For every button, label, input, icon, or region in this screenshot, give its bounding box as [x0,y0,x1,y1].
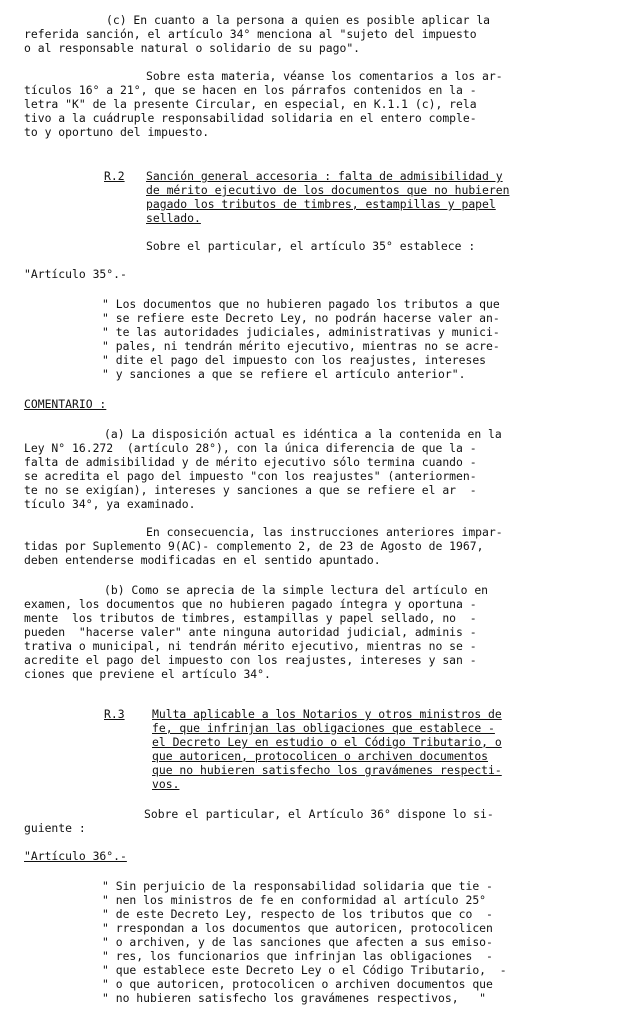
section-heading: que autoricen, protocolicen o archiven documentos [152,749,489,763]
text-line: (c) En cuanto a la persona a quien es posible aplicar la [106,13,491,27]
text-line: to y oportuno del impuesto. [24,125,210,139]
text-line: deben entenderse modificadas en el sentido apuntado. [24,553,381,567]
text-line: En consecuencia, las instrucciones anteriores impar- [146,525,503,539]
text-line: o al responsable natural o solidario de su pago". [24,41,361,55]
text-line: Sobre esta materia, véanse los comentarios a los ar- [146,69,503,83]
text-line: tículo 34°, ya examinado. [24,497,196,511]
text-line: tidas por Suplemento 9(AC)- complemento 2, de 23 de Agosto de 1967, [24,539,484,553]
text-line: te no se exigían), intereses y sanciones a que se refiere el ar - [24,483,477,497]
text-line: guiente : [24,821,86,835]
text-line: referida sanción, el artículo 34° menciona al "sujeto del impuesto [24,27,477,41]
section-heading: sellado. [146,211,201,225]
section-heading: Sanción general accesoria : falta de admisibilidad y [146,169,503,183]
comment-heading: COMENTARIO : [24,397,107,411]
quote-line: " no hubieren satisfecho los gravámenes respectivos, " [102,991,487,1005]
quote-line: " de este Decreto Ley, respecto de los tributos que co - [102,907,493,921]
text-line: Ley N° 16.272 (artículo 28°), con la única diferencia de que la - [24,441,477,455]
text-line: (b) Como se aprecia de la simple lectura del artículo en [104,583,489,597]
section-heading: de mérito ejecutivo de los documentos que no hubieren [146,183,510,197]
text-line: examen, los documentos que no hubieren pagado íntegra y oportuna - [24,597,477,611]
section-heading: que no hubieren satisfecho los gravámenes respecti- [152,763,502,777]
section-heading: vos. [152,777,180,791]
quote-line: " te las autoridades judiciales, administrativas y munici- [102,325,500,339]
quote-line: " pales, ni tendrán mérito ejecutivo, mientras no se acre- [102,339,500,353]
text-line: tículos 16° a 21°, que se hacen en los párrafos contenidos en la - [24,83,477,97]
quote-line: " o que autoricen, protocolicen o archiven documentos que [102,977,493,991]
text-line: ciones que previene el artículo 34°. [24,667,271,681]
text-line: Sobre el particular, el Artículo 36° dispone lo si- [144,807,494,821]
quote-line: " dite el pago del impuesto con los reajustes, intereses [102,353,487,367]
text-line: Sobre el particular, el artículo 35° establece : [146,239,476,253]
text-line: trativa o municipal, ni tendrán mérito ejecutivo, mientras no se - [24,639,477,653]
quote-line: " rrespondan a los documentos que autoricen, protocolicen [102,921,493,935]
text-line: mente los tributos de timbres, estampillas y papel sellado, no - [24,611,477,625]
section-number: R.3 [104,707,125,721]
quote-line: " que establece este Decreto Ley o el Código Tributario, - [102,963,507,977]
quote-line: " y sanciones a que se refiere el artículo anterior". [102,367,466,381]
text-line: se acredita el pago del impuesto "con los reajustes" (anteriormen- [24,469,477,483]
quote-line: " Sin perjuicio de la responsabilidad solidaria que tie - [102,879,493,893]
section-heading: pagado los tributos de timbres, estampillas y papel [146,197,496,211]
text-line: tivo a la cuádruple responsabilidad solidaria en el entero comple- [24,111,477,125]
article-heading: "Artículo 35°.- [24,267,127,281]
quote-line: " se refiere este Decreto Ley, no podrán hacerse valer an- [102,311,500,325]
text-line: (a) La disposición actual es idéntica a la contenida en la [104,427,502,441]
quote-line: " Los documentos que no hubieren pagado los tributos a que [102,297,500,311]
section-heading: fe, que infrinjan las obligaciones que establece - [152,721,495,735]
text-line: pueden "hacerse valer" ante ninguna autoridad judicial, adminis - [24,625,477,639]
section-heading: el Decreto Ley en estudio o el Código Tributario, o [152,735,502,749]
quote-line: " o archiven, y de las sanciones que afecten a sus emiso- [102,935,493,949]
quote-line: " nen los ministros de fe en conformidad al artículo 25° [102,893,487,907]
article-heading: "Artículo 36°.- [24,849,127,863]
section-number: R.2 [104,169,125,183]
text-line: letra "K" de la presente Circular, en especial, en K.1.1 (c), rela [24,97,477,111]
section-heading: Multa aplicable a los Notarios y otros ministros de [152,707,502,721]
text-line: falta de admisibilidad y de mérito ejecutivo sólo termina cuando - [24,455,477,469]
quote-line: " res, los funcionarios que infrinjan las obligaciones - [102,949,493,963]
text-line: acredite el pago del impuesto con los reajustes, intereses y san - [24,653,477,667]
